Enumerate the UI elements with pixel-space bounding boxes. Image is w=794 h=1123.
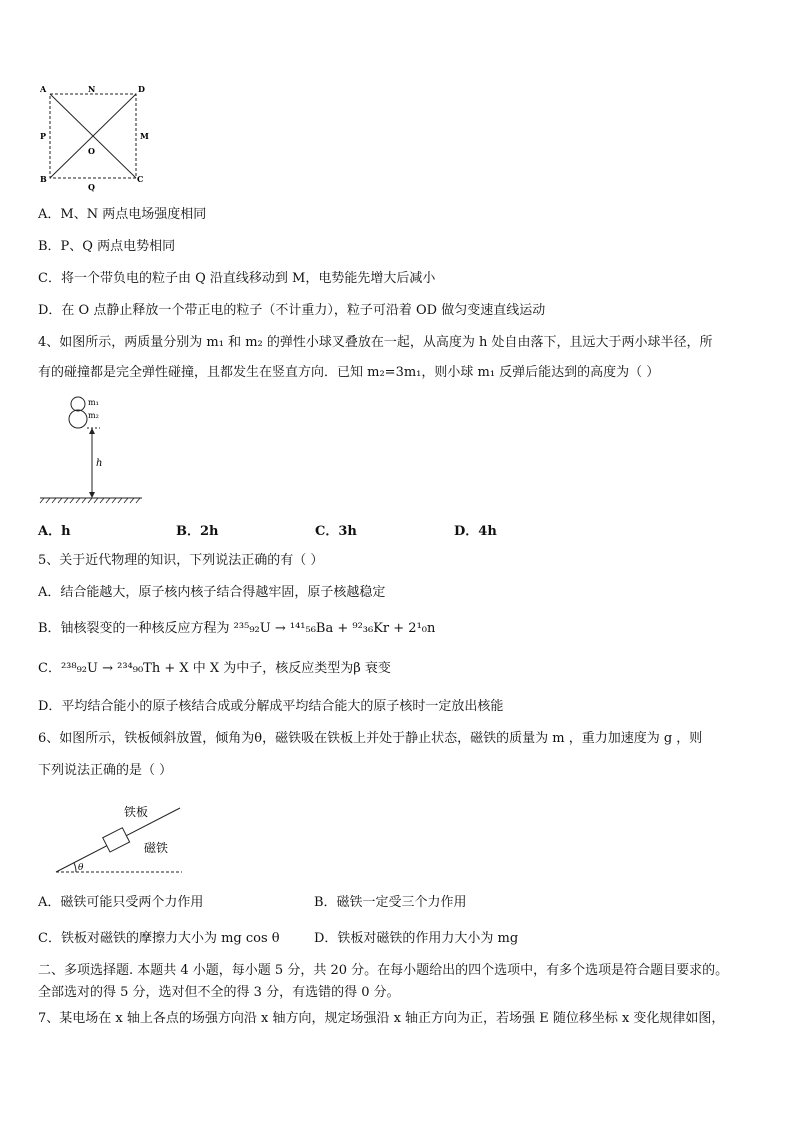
q5-option-b: B．铀核裂变的一种核反应方程为 ²³⁵₉₂U → ¹⁴¹₅₆Ba + ⁹²₃₆Kr + 2¹₀n bbox=[38, 621, 436, 636]
q5-option-a: A．结合能越大，原子核内核子结合得越牢固，原子核越稳定 bbox=[38, 585, 386, 600]
label-P: P bbox=[40, 131, 47, 141]
stacked-balls-figure bbox=[36, 392, 146, 512]
q5-option-d: D．平均结合能小的原子核结合成或分解成平均结合能大的原子核时一定放出核能 bbox=[38, 699, 504, 714]
q3-option-c: C．将一个带负电的粒子由 Q 沿直线移动到 M，电势能先增大后减小 bbox=[38, 271, 436, 286]
label-magnet: 磁铁 bbox=[144, 841, 169, 855]
label-h: h bbox=[96, 458, 103, 469]
square-field-figure bbox=[36, 82, 156, 194]
q5-option-c: C．²³⁸₉₂U → ²³⁴₉₀Th + X 中 X 为中子，核反应类型为β 衰变 bbox=[38, 661, 391, 676]
q7-stem-line1: 7、某电场在 x 轴上各点的场强方向沿 x 轴方向，规定场强沿 x 轴正方向为正，若场强 E 随位移坐标 x 变化规律如图， bbox=[38, 1011, 725, 1026]
q4-stem-line2: 有的碰撞都是完全弹性碰撞，且都发生在竖直方向．已知 m₂=3m₁，则小球 m₁ 反弹后能达到的高度为（ ） bbox=[38, 365, 660, 380]
q3-option-d: D．在 O 点静止释放一个带正电的粒子（不计重力），粒子可沿着 OD 做匀变速直线运动 bbox=[38, 303, 546, 318]
label-m2: m₂ bbox=[88, 411, 99, 420]
label-N: N bbox=[88, 84, 96, 94]
section2-line1: 二、多项选择题. 本题共 4 小题，每小题 5 分，共 20 分。在每小题给出的四个选项中，有多个选项是符合题目要求的。 bbox=[38, 963, 729, 978]
label-Q: Q bbox=[88, 182, 95, 192]
label-O: O bbox=[88, 146, 95, 156]
q4-option-b: B．2h bbox=[176, 524, 219, 539]
q6-stem-line2: 下列说法正确的是（ ） bbox=[38, 763, 173, 778]
q4-option-a: A．h bbox=[38, 524, 71, 539]
label-M: M bbox=[140, 131, 149, 141]
inclined-plate-figure bbox=[52, 800, 192, 880]
q6-option-b: B．磁铁一定受三个力作用 bbox=[314, 895, 467, 910]
section2-line2: 全部选对的得 5 分，选对但不全的得 3 分，有选错的得 0 分。 bbox=[38, 985, 400, 1000]
label-plate: 铁板 bbox=[124, 805, 149, 819]
q6-option-d: D．铁板对磁铁的作用力大小为 mg bbox=[314, 931, 519, 946]
q4-stem-line1: 4、如图所示，两质量分别为 m₁ 和 m₂ 的弹性小球叉叠放在一起，从高度为 h 处自由落下，且远大于两小球半径，所 bbox=[38, 335, 713, 350]
q4-option-c: C．3h bbox=[315, 524, 357, 539]
label-C: C bbox=[137, 174, 144, 184]
q6-option-c: C．铁板对磁铁的摩擦力大小为 mg cos θ bbox=[38, 931, 280, 946]
label-D: D bbox=[138, 84, 145, 94]
q3-option-a: A．M、N 两点电场强度相同 bbox=[38, 207, 207, 222]
q6-option-a: A．磁铁可能只受两个力作用 bbox=[38, 895, 204, 910]
label-B: B bbox=[40, 174, 47, 184]
label-m1: m₁ bbox=[88, 398, 99, 407]
q6-stem-line1: 6、如图所示，铁板倾斜放置，倾角为θ，磁铁吸在铁板上并处于静止状态，磁铁的质量为 m ，重力加速度为 g ，则 bbox=[38, 731, 703, 746]
q5-stem: 5、关于近代物理的知识，下列说法正确的有（ ） bbox=[38, 553, 324, 568]
q3-option-b: B．P、Q 两点电势相同 bbox=[38, 239, 176, 254]
label-A: A bbox=[40, 84, 47, 94]
q4-option-d: D．4h bbox=[454, 524, 497, 539]
label-theta: θ bbox=[78, 863, 84, 873]
